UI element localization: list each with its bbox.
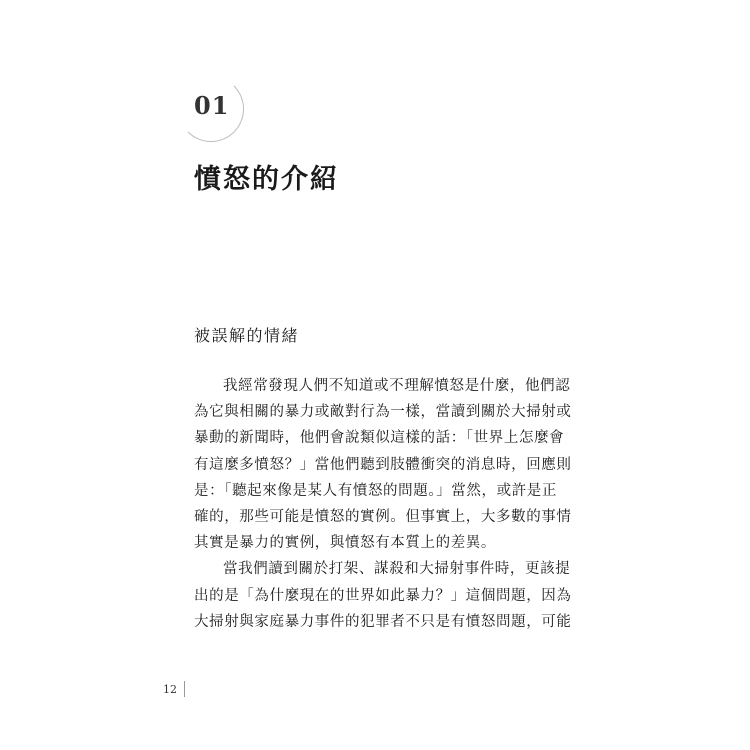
paragraph-1-line-3: 暴動的新聞時，他們會說類似這樣的話：「世界上怎麼會 (194, 430, 565, 447)
page-number-divider (184, 681, 185, 697)
paragraph-1-line-5: 是：「聽起來像是某人有憤怒的問題。」當然，或許是正 (194, 482, 557, 499)
paragraph-1-line-7: 其實是暴力的實例，與憤怒有本質上的差異。 (194, 535, 496, 552)
chapter-number: 01 (194, 91, 230, 120)
body-text (194, 373, 572, 635)
paragraph-1-line-4: 有這麼多憤怒？」當他們聽到肢體衝突的消息時，回應則 (194, 456, 572, 473)
paragraph-1-line-2: 為它與相關的暴力或敵對行為一樣，當讀到關於大掃射或 (194, 404, 572, 421)
paragraph-2-line-1: 當我們讀到關於打架、謀殺和大掃射事件時，更該提 (223, 561, 571, 578)
paragraph-2-line-3: 大掃射與家庭暴力事件的犯罪者不只是有憤怒問題，可能 (194, 613, 572, 630)
paragraph-1-line-1: 我經常發現人們不知道或不理解憤怒是什麼，他們認 (223, 378, 571, 394)
paragraph-1-line-6: 確的，那些可能是憤怒的實例。但事實上，大多數的事情 (194, 509, 572, 526)
page-number: 12 (163, 683, 177, 696)
paragraph-2-line-2: 出的是「為什麼現在的世界如此暴力？」這個問題，因為 (194, 587, 572, 604)
section-heading: 被誤解的情緒 (194, 326, 300, 345)
chapter-title: 憤怒的介紹 (194, 164, 339, 195)
